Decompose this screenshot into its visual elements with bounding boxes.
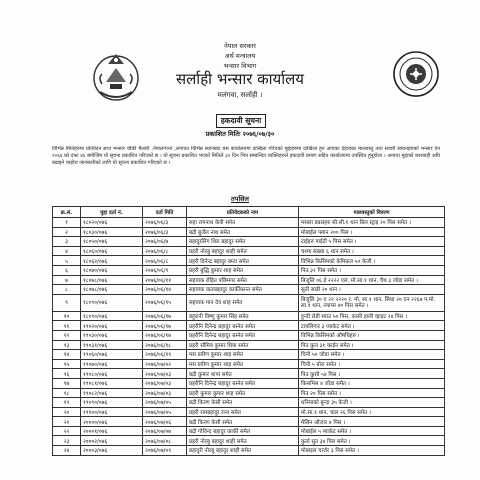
row-sn: १३ [53,340,81,350]
department-line: भन्सार विभाग [223,62,257,70]
row-case-no: १९०९०/०७६ [81,398,143,408]
row-goods: मसला डबलहरु सी.सी.१ थान बिल स्ट्राइ २० पिस समेत । [299,218,445,228]
row-date: २०७६/०६/८ [143,246,187,256]
table-row [53,359,445,369]
table-row [53,340,445,350]
row-reporter: प्रहरी बुद्धि कुमार शाह समेत [187,265,299,275]
row-date: २०७६/०६/९ [143,265,187,275]
case-table [52,206,445,456]
row-date: २०७६/०६/१९ [143,350,187,360]
row-goods: विभिन्न किसिमको केमिकल ५० केजी । [299,256,445,266]
row-goods: धनियाको बुन्दा ३५ केजी । [299,398,445,408]
table-row [53,407,445,417]
row-date: २०७६/०६/१८ [143,340,187,350]
row-reporter: बद्री किरण केसी समेत [187,398,299,408]
table-row [53,294,445,311]
row-goods: टाईहरु पाईटी ५ पिस समेत । [299,237,445,247]
table-row [53,265,445,275]
row-sn: ७ [53,275,81,285]
row-date: २०७६/०६/१७ [143,311,187,321]
row-date: २०७६/०६/१५ [143,294,187,311]
row-reporter: प्रहरी सौमित्र कुमार धिया समेत [187,340,299,350]
ministry-line: अर्थ मन्त्रालय [224,52,256,60]
row-goods: मोबाईल ५ प्याकेट समेत । [299,426,445,436]
row-case-no: २०००२/०७६ [81,436,143,446]
row-case-no: १८०६०/०७६ [81,246,143,256]
row-goods: हुन्डी लेडी स्याउ ५० पिस, कासी हाली व्हाइट २४ पिस । [299,311,445,321]
row-reporter: बहादुरी नोरबु बहादुर शाही समेत [187,446,299,456]
table-row [53,237,445,247]
row-sn: १० [53,311,81,321]
row-date: २०७६/०७/०३ [143,369,187,379]
row-sn: १४ [53,350,81,360]
notice-title: हकदावी सूचना [216,114,266,128]
row-reporter: सहायक रोहित पछिमगर समेत [187,275,299,285]
col-header-case-no: मुद्दा दर्ता नं. [81,207,143,218]
col-header-sn: क्र.सं. [53,207,81,218]
row-case-no: १८०७८/०७६ [81,285,143,295]
row-case-no: १९१००/०७६ [81,407,143,417]
row-date: २०७६/०७/०७ [143,426,187,436]
row-date: २०७६/०७/०३ [143,378,187,388]
table-row [53,398,445,408]
row-goods: कुर्ता सुत ३४ पिस समेत । [299,436,445,446]
row-goods: बिजुलि ०६ ई २२२२ एल. मो.सा.१ थान, चैथ ३ जोडा समेत । [299,275,445,285]
row-case-no: १८०५०/०७६ [81,237,143,247]
table-row [53,330,445,340]
row-reporter: बहादुरलिंग थिङ बहादुर समेत [187,237,299,247]
row-goods: बिजुलि ३० ए २२ २२२० र. मो. सा.१ थान, सिधा २० एन २२६७ प.मो. सा.१ थान, ल्याप्स ४० पिस समेत । [299,294,445,311]
row-case-no: १९०८१/०७६ [81,378,143,388]
row-case-no: १८०९०/०७६ [81,294,143,311]
row-sn: २१ [53,417,81,427]
table-row [53,446,445,456]
table-row [53,378,445,388]
table-row [53,227,445,237]
table-row [53,426,445,436]
row-case-no: १९०८०/०७६ [81,369,143,379]
row-date: २०७६/०६/७ [143,237,187,247]
row-sn: १ [53,218,81,228]
row-case-no: १९०६०/०७६ [81,350,143,360]
row-sn: ४ [53,246,81,256]
row-case-no: १८०२०/०७६ [81,218,143,228]
row-case-no: २०००३/०७६ [81,446,143,456]
row-case-no: १९०८२/०७६ [81,388,143,398]
office-location: मलंगवा, सर्लाही । [217,91,263,99]
row-sn: २ [53,227,81,237]
row-goods: चश्मा संख्या ६ थान समेत । [299,246,445,256]
row-date: २०७६/०६/३ [143,227,187,237]
row-date: २०७६/०६/३ [143,218,187,228]
row-reporter: प्रहरीनि दिनेन्द्र बहादुर बस्नेत समेत [187,321,299,331]
row-sn: २३ [53,436,81,446]
row-date: २०७६/०६/१७ [143,330,187,340]
publication-date: प्रकाशित मितिः २०७६/०७/३० [205,130,275,138]
row-case-no: २००००/०७६ [81,417,143,427]
row-date: २०७६/०७/०५ [143,407,187,417]
row-date: २०७६/०७/०५ [143,398,187,408]
table-row [53,218,445,228]
row-reporter: प्रहरीनि दिनेन्द्र बहादुर बस्नेत समेत [187,330,299,340]
row-reporter: मस प्रवीण कुमार शाह समेत [187,350,299,360]
row-case-no: १९०३१/०७६ [81,340,143,350]
row-reporter: बद्री गोविन्द बहादुर कार्की समेत [187,426,299,436]
table-row [53,246,445,256]
row-sn: १५ [53,359,81,369]
table-row [53,285,445,295]
row-goods: चिनी ५ बोरा समेत । [299,359,445,369]
row-reporter: प्रहरी नोरबु बहादुर शाही समेत [187,246,299,256]
row-reporter: प्रहरीनि दिनेन्द्र बहादुर बस्नेत समेत [187,378,299,388]
row-case-no: १८०३०/०७६ [81,227,143,237]
row-case-no: १९०३०/०७६ [81,330,143,340]
row-case-no: १९०७०/०७६ [81,359,143,369]
col-header-goods: मालवस्तुको विवरण [299,207,445,218]
row-reporter: बद्री बुर्जेल नाथ समेत [187,227,299,237]
row-reporter: बहुरानी विष्णु कुमार सिंह समेत [187,311,299,321]
row-date: २०७६/०६/८ [143,256,187,266]
row-date: २०७६/०६/११ [143,275,187,285]
row-date: २०७६/०७/०८ [143,436,187,446]
row-goods: सुती साडी २० थान । [299,285,445,295]
row-goods: मो.सा.१ थान, चाल २६ पिस समेत । [299,407,445,417]
row-goods: पिउ कुल ३१ काईन समेत । [299,340,445,350]
row-goods: चिनी ५० जोडा समेत । [299,350,445,360]
row-reporter: बद्री किरण केसी समेत [187,417,299,427]
row-goods: पिउ कुसी ५४ पिस । [299,369,445,379]
col-header-date: दर्ता मिति [143,207,187,218]
row-goods: मोबाइल चार्जर ३ पिस समेत । [299,446,445,456]
table-row [53,321,445,331]
table-row [53,275,445,285]
row-sn: ५ [53,256,81,266]
row-sn: २२ [53,426,81,436]
row-case-no: १९०२०/०७६ [81,321,143,331]
table-row [53,388,445,398]
government-line: नेपाल सरकार [224,42,256,50]
row-date: २०७६/०७/०६ [143,417,187,427]
row-sn: १२ [53,330,81,340]
row-sn: १८ [53,388,81,398]
row-case-no: १८०७८/०७६ [81,275,143,285]
row-date: २०७६/०६/१७ [143,321,187,331]
table-row [53,256,445,266]
row-sn: २० [53,407,81,417]
row-reporter: मस प्रवीण कुमार शाह समेत [187,359,299,369]
row-date: २०७६/०७/०३ [143,388,187,398]
row-goods: पिउ २० पिस समेत । [299,388,445,398]
table-row [53,417,445,427]
row-reporter: प्रहरी रामबहादुर राना समेत [187,407,299,417]
row-date: २०७६/०६/१४ [143,285,187,295]
table-header-row [53,207,445,218]
row-reporter: सहा रामनाथ केवी समेत [187,218,299,228]
row-reporter: प्रहरी कुमार कुमार शाह समेत [187,388,299,398]
table-row [53,311,445,321]
table-row [53,369,445,379]
table-row [53,436,445,446]
row-sn: १९ [53,398,81,408]
row-sn: ३ [53,237,81,247]
row-case-no: २०००१/०७६ [81,426,143,436]
row-sn: ८ [53,285,81,295]
row-goods: मोबाईल फ्यान २०० पिस । [299,227,445,237]
office-title: सर्लाही भन्सार कार्यालय [176,70,304,88]
table-row [53,350,445,360]
row-goods: पिउ ३२ पिस समेत । [299,265,445,275]
row-sn: ६ [53,265,81,275]
row-goods: किसमिस ४ जोडा समेत । [299,378,445,388]
row-sn: ९ [53,294,81,311]
row-sn: १७ [53,378,81,388]
row-goods: टायलिगार ३ प्याकेट समेत । [299,321,445,331]
row-reporter: सहायक मान देव शाह समेत [187,294,299,311]
row-reporter: सहायक वाताबहादुर कार्कीकान्त समेत [187,285,299,295]
row-goods: मेसिन औजार ४ पिस । [299,417,445,427]
notice-body: विभिन्न मितिहरुमा प्रतिवेदन साथ भन्सार चौकी मैलारी ,नेपालगञ्ज ,लगायत विभिन्न स्थानबाट यस कार्यालयमा दाखिला गरिएको मुद्दाहरुमा दाखिला हुन आएका देहायका मालवस्तु तथा सवारी साधनहरुको भन्सार ऐन २०६४ को दफा ४६ बमोजिम यो सूचना प्रकाशित गरिएको छ । यो सूचना प्रकाशित भएको मितिले ३० दिन भित्र सम्बन्धित व्यक्तिहरुले हकदावी प्रमाण सहित कार्यालयमा उपस्थित हुनुहोला । अन्यथा मुद्दाको कारबाही अघि बढाइने व्यहोरा जानकारीको लागि यो सूचना प्रकाशित गरिएको छ । [52,146,440,167]
row-sn: ११ [53,321,81,331]
row-sn: २४ [53,446,81,456]
row-reporter: बद्री कुमार थापा समेत [187,369,299,379]
row-date: २०७६/०७/०२ [143,359,187,369]
row-sn: १६ [53,369,81,379]
row-case-no: १८०७०/०७६ [81,265,143,275]
row-case-no: १८०६२/०७६ [81,256,143,266]
row-goods: विभिन्न किसिमको औषधिहरु । [299,330,445,340]
row-reporter: प्रहरी दिनेन्द्र बहादुर बम्ता समेत [187,256,299,266]
row-case-no: १८०९०/०७६ [81,311,143,321]
row-reporter: प्रहरी नोरबु बहादुर शाही समेत [187,436,299,446]
col-header-reporter: प्रतिवेदकको नाम [187,207,299,218]
row-date: २०७६/०७/०९ [143,446,187,456]
schedule-title: तपसिल [231,195,249,203]
